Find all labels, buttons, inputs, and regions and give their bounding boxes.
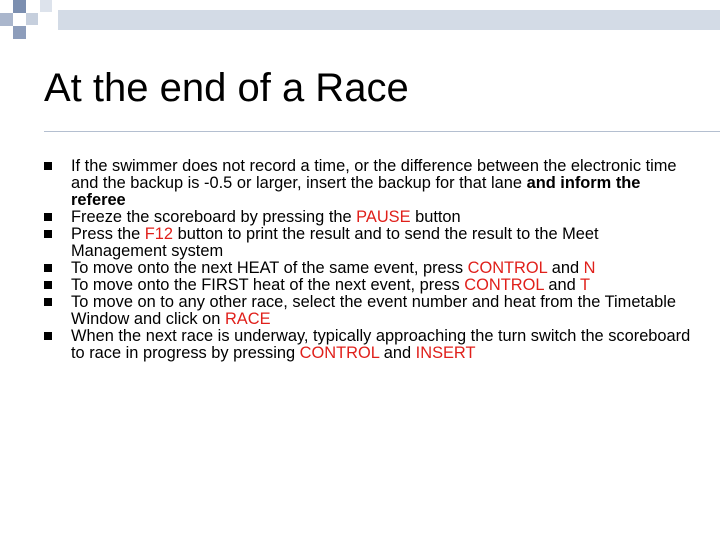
bullet-item (44, 294, 694, 328)
bullet-text: Press the (71, 225, 145, 243)
bullet-item (44, 209, 694, 226)
square-bullet-icon (44, 298, 52, 306)
square-bullet-icon (44, 264, 52, 272)
bullet-text: If the swimmer does not record a time, or the difference between the electronic time and the backup is -0.5 or larger, insert the backup for that lane (71, 157, 677, 192)
bullet-text: and (543, 276, 580, 294)
bullet-emphasis: and inform the referee (71, 174, 641, 209)
bullet-list (44, 158, 694, 362)
key-label: F12 (144, 225, 174, 243)
key-label: N (583, 259, 596, 277)
key-label: INSERT (415, 344, 476, 362)
bullet-item (44, 260, 694, 277)
bullet-text: button (410, 208, 461, 226)
bullet-text: Freeze the scoreboard by pressing the (71, 208, 357, 226)
key-label: PAUSE (356, 208, 411, 226)
square-bullet-icon (44, 162, 52, 170)
bullet-text: When the next race is underway, typically approaching the turn switch the scoreboard to race in progress by pressing (71, 327, 691, 362)
square-bullet-icon (44, 281, 52, 289)
bullet-text: and (547, 259, 584, 277)
key-label: RACE (224, 310, 271, 328)
key-label: T (580, 276, 591, 294)
square-bullet-icon (44, 230, 52, 238)
header-band (58, 10, 720, 30)
key-label: CONTROL (299, 344, 380, 362)
bullet-text: To move onto the next HEAT of the same event, press (71, 259, 468, 277)
bullet-text: and (379, 344, 416, 362)
bullet-item (44, 277, 694, 294)
bullet-text: To move on to any other race, select the event number and heat from the Timetable Window and click on (71, 293, 676, 328)
bullet-text: To move onto the FIRST heat of the next event, press (71, 276, 465, 294)
bullet-item (44, 226, 694, 260)
decorative-squares (0, 0, 60, 44)
key-label: CONTROL (467, 259, 548, 277)
key-label: CONTROL (464, 276, 544, 294)
bullet-item (44, 158, 694, 209)
square-bullet-icon (44, 332, 52, 340)
bullet-item (44, 328, 694, 362)
title-divider (44, 131, 720, 132)
slide-title: At the end of a Race (44, 66, 409, 110)
bullet-text: button to print the result and to send the result to the Meet Management system (71, 225, 599, 260)
square-bullet-icon (44, 213, 52, 221)
